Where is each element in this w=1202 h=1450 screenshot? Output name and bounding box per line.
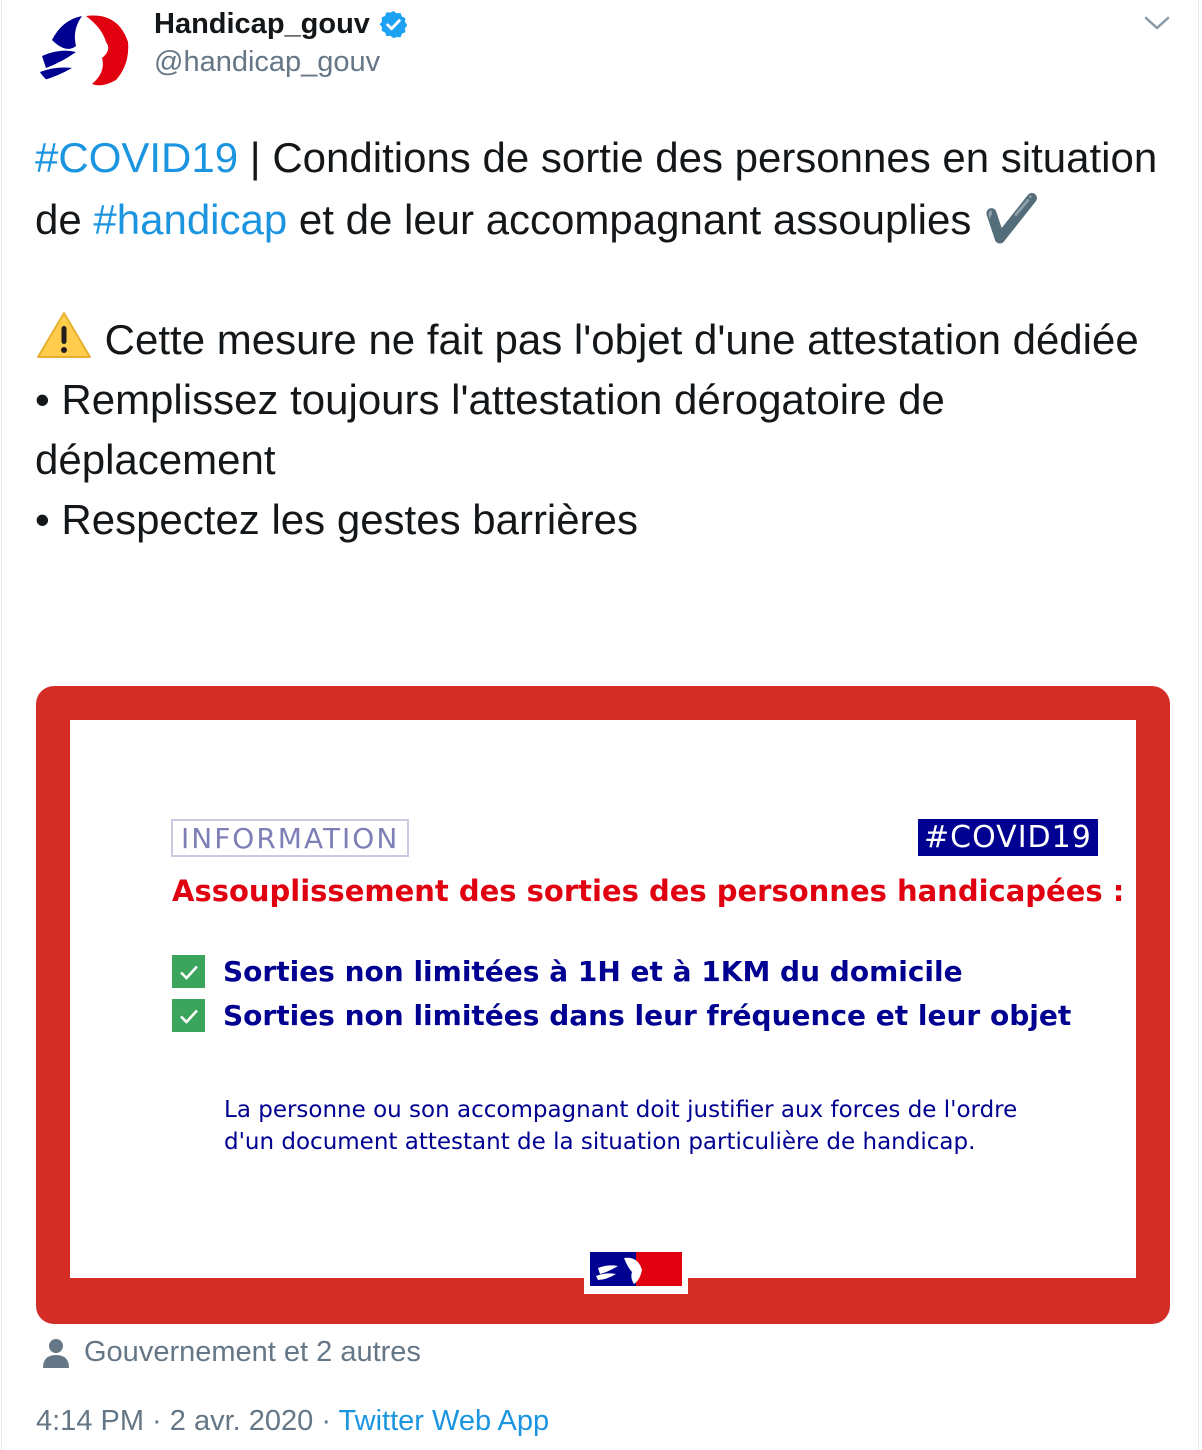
card-item-2	[172, 999, 1071, 1032]
tweet-text-part1: | Conditions de sortie des personnes en situation de	[35, 134, 1169, 243]
chevron-down-icon[interactable]	[1142, 8, 1172, 38]
tweet-metadata	[36, 1405, 549, 1438]
author-display-name[interactable]	[154, 8, 409, 41]
hashtag-handicap[interactable]: #handicap	[93, 196, 288, 243]
card-item-2-text: Sorties non limitées dans leur fréquence et leur objet	[223, 999, 1072, 1032]
information-tag: INFORMATION	[171, 819, 409, 857]
tweet-time[interactable]: 4:14 PM	[36, 1405, 144, 1437]
card-note-line-1: La personne ou son accompagnant doit justifier aux forces de l'ordre	[224, 1097, 1018, 1123]
covid19-tag: #COVID19	[918, 819, 1098, 856]
verified-badge-icon	[378, 9, 409, 40]
card-title: Assouplissement des sorties des personnes handicapées :	[172, 874, 1125, 908]
meta-separator: ·	[144, 1405, 170, 1437]
republique-logo-icon	[584, 1250, 688, 1294]
warning-text: Cette mesure ne fait pas l'objet d'une attestation dédiée	[93, 316, 1139, 363]
green-check-icon	[172, 999, 205, 1032]
meta-separator: ·	[313, 1405, 339, 1437]
author-handle[interactable]: @handicap_gouv	[154, 46, 381, 78]
tweet-source-link[interactable]: Twitter Web App	[338, 1405, 550, 1437]
bullet-2: • Respectez les gestes barrières	[35, 496, 638, 543]
card-note	[224, 1094, 1104, 1158]
display-name-text: Handicap_gouv	[154, 8, 370, 40]
media-inner-panel	[70, 720, 1136, 1278]
tweet-media-image[interactable]	[36, 686, 1170, 1324]
card-note-line-2: d'un document attestant de la situation particulière de handicap.	[224, 1129, 976, 1155]
author-avatar[interactable]	[32, 2, 136, 94]
green-check-icon	[172, 955, 205, 988]
warning-icon	[35, 310, 93, 360]
liked-by-link[interactable]	[42, 1336, 421, 1369]
liked-by-text: Gouvernement et 2 autres	[84, 1336, 421, 1368]
checkmark-icon: ✔️	[983, 191, 1041, 245]
bullet-1: • Remplissez toujours l'attestation dérogatoire de déplacement	[35, 376, 957, 483]
tweet-date[interactable]: 2 avr. 2020	[169, 1405, 314, 1437]
hashtag-covid19[interactable]: #COVID19	[35, 134, 239, 181]
marianne-logo-icon	[32, 2, 136, 94]
person-icon	[42, 1338, 70, 1368]
card-item-1	[172, 955, 963, 988]
tweet-text-part2: et de leur accompagnant assouplies	[287, 196, 984, 243]
card-item-1-text: Sorties non limitées à 1H et à 1KM du domicile	[223, 955, 963, 988]
tweet-text	[35, 128, 1175, 550]
tweet-container	[1, 0, 1199, 1450]
